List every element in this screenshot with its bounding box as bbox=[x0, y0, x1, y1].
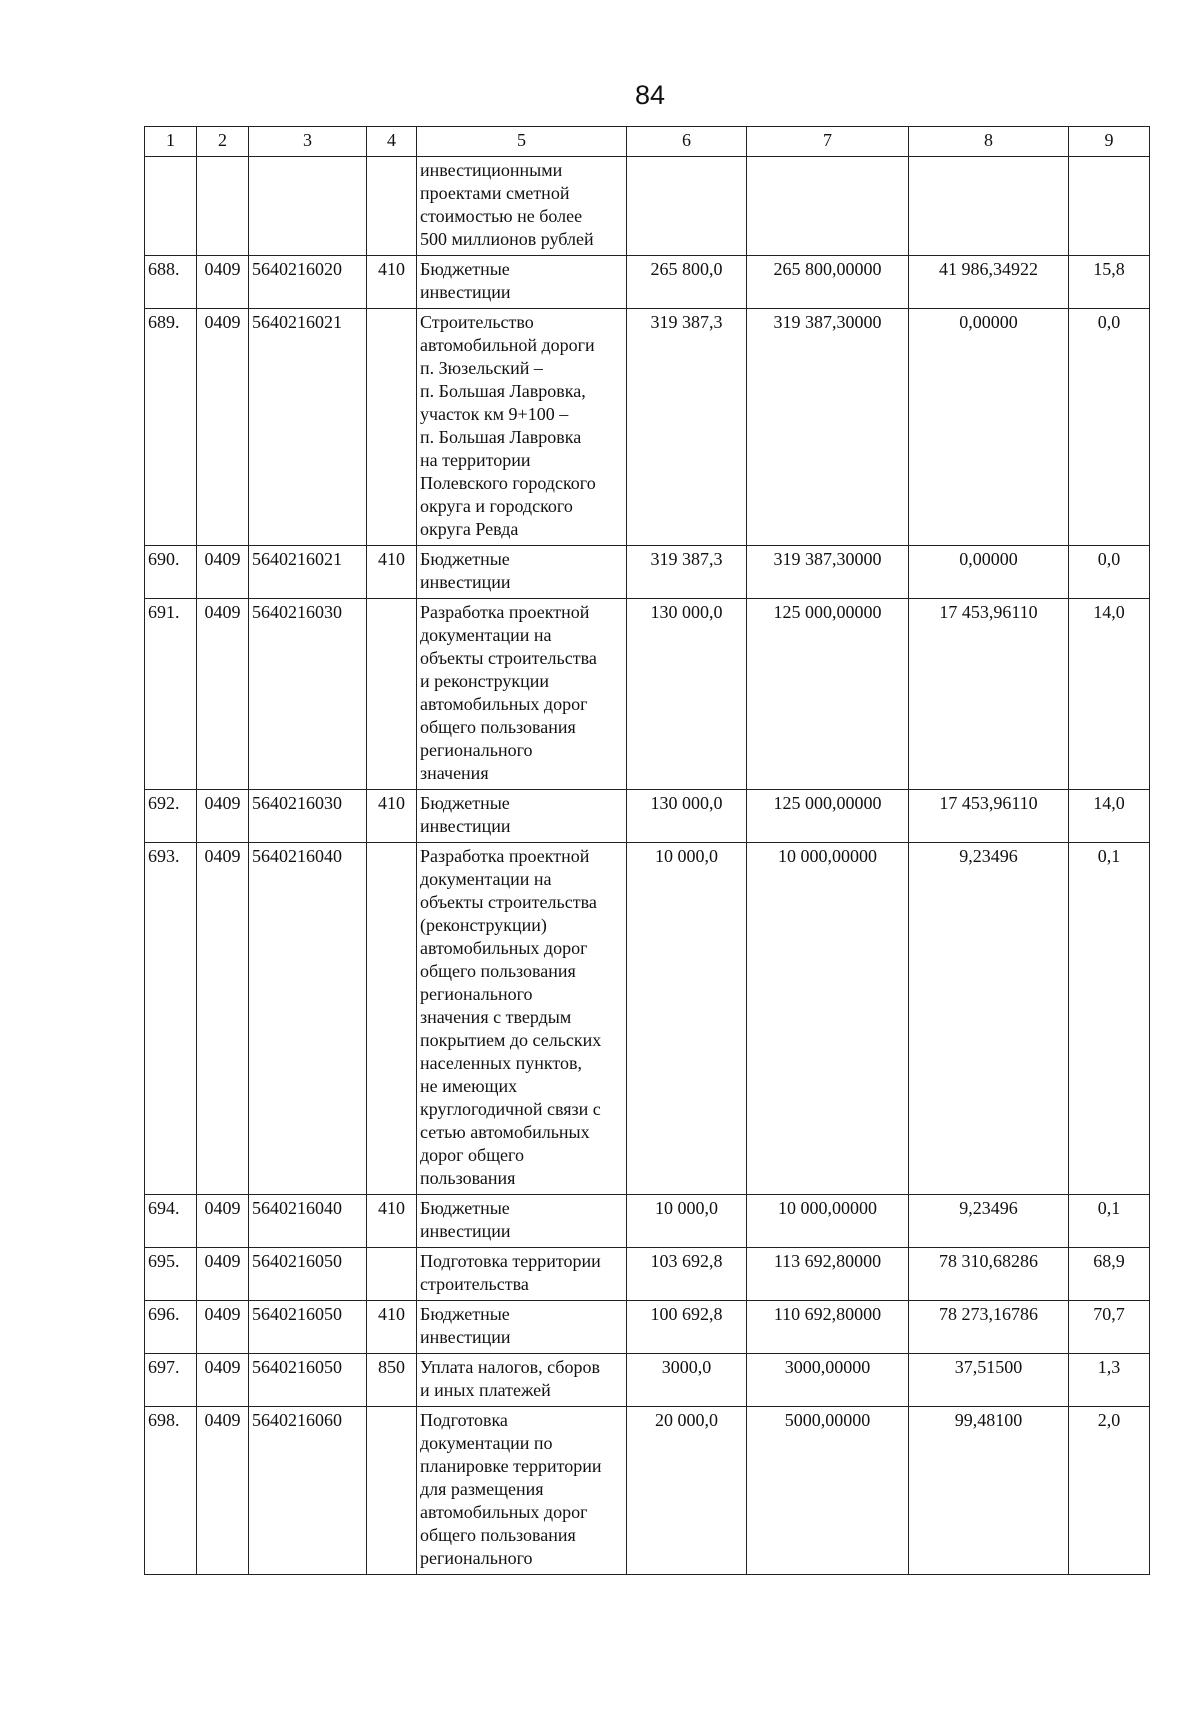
row-number bbox=[145, 157, 197, 256]
item-name-line: автомобильных дорог bbox=[420, 938, 588, 958]
item-name-line: п. Зюзельский – bbox=[420, 358, 543, 378]
specified-amount: 3000,00000 bbox=[747, 1354, 909, 1407]
target-code: 5640216050 bbox=[249, 1354, 367, 1407]
table-row bbox=[145, 1407, 1150, 1575]
executed-amount: 99,48100 bbox=[909, 1407, 1069, 1575]
item-name-line: инвестиции bbox=[420, 1327, 511, 1347]
section-code bbox=[197, 157, 249, 256]
approved-amount: 100 692,8 bbox=[627, 1301, 747, 1354]
expense-type-code: 410 bbox=[367, 1301, 417, 1354]
item-name-line: регионального bbox=[420, 1548, 533, 1568]
item-name-line: значения с твердым bbox=[420, 1007, 572, 1027]
target-code: 5640216040 bbox=[249, 843, 367, 1195]
executed-amount: 41 986,34922 bbox=[909, 256, 1069, 309]
budget-table bbox=[144, 126, 1150, 1575]
execution-percent: 0,1 bbox=[1069, 843, 1150, 1195]
item-name-line: пользования bbox=[420, 1168, 516, 1188]
item-name bbox=[417, 546, 627, 599]
approved-amount: 265 800,0 bbox=[627, 256, 747, 309]
section-code: 0409 bbox=[197, 790, 249, 843]
execution-percent: 68,9 bbox=[1069, 1248, 1150, 1301]
item-name bbox=[417, 1354, 627, 1407]
executed-amount: 0,00000 bbox=[909, 309, 1069, 546]
target-code: 5640216020 bbox=[249, 256, 367, 309]
approved-amount: 3000,0 bbox=[627, 1354, 747, 1407]
approved-amount bbox=[627, 157, 747, 256]
target-code: 5640216050 bbox=[249, 1301, 367, 1354]
row-number: 697. bbox=[145, 1354, 197, 1407]
specified-amount: 125 000,00000 bbox=[747, 599, 909, 790]
target-code: 5640216021 bbox=[249, 309, 367, 546]
item-name-line: п. Большая Лавровка bbox=[420, 427, 582, 447]
item-name-line: Полевского городского bbox=[420, 473, 596, 493]
item-name-line: участок км 9+100 – bbox=[420, 404, 569, 424]
table-row bbox=[145, 546, 1150, 599]
item-name-line: автомобильной дороги bbox=[420, 335, 595, 355]
expense-type-code bbox=[367, 843, 417, 1195]
section-code: 0409 bbox=[197, 546, 249, 599]
section-code: 0409 bbox=[197, 256, 249, 309]
item-name-line: значения bbox=[420, 763, 489, 783]
item-name-line: Бюджетные bbox=[420, 1198, 510, 1218]
executed-amount: 78 273,16786 bbox=[909, 1301, 1069, 1354]
item-name-line: общего пользования bbox=[420, 1525, 576, 1545]
table-row bbox=[145, 1354, 1150, 1407]
header-cell: 1 bbox=[145, 127, 197, 157]
executed-amount: 9,23496 bbox=[909, 1195, 1069, 1248]
item-name bbox=[417, 1407, 627, 1575]
target-code: 5640216030 bbox=[249, 790, 367, 843]
item-name-line: инвестиционными bbox=[420, 160, 563, 180]
item-name bbox=[417, 843, 627, 1195]
item-name-line: инвестиции bbox=[420, 1221, 511, 1241]
item-name-line: объекты строительства bbox=[420, 648, 597, 668]
item-name-line: (реконструкции) bbox=[420, 915, 547, 935]
executed-amount: 0,00000 bbox=[909, 546, 1069, 599]
item-name-line: сетью автомобильных bbox=[420, 1122, 590, 1142]
table-row bbox=[145, 843, 1150, 1195]
execution-percent: 0,0 bbox=[1069, 546, 1150, 599]
header-row bbox=[145, 127, 1150, 157]
item-name-line: Бюджетные bbox=[420, 793, 510, 813]
section-code: 0409 bbox=[197, 1301, 249, 1354]
row-number: 691. bbox=[145, 599, 197, 790]
approved-amount: 10 000,0 bbox=[627, 843, 747, 1195]
table-row bbox=[145, 256, 1150, 309]
item-name bbox=[417, 256, 627, 309]
item-name-line: инвестиции bbox=[420, 282, 511, 302]
specified-amount: 10 000,00000 bbox=[747, 843, 909, 1195]
execution-percent: 70,7 bbox=[1069, 1301, 1150, 1354]
header-cell: 6 bbox=[627, 127, 747, 157]
specified-amount bbox=[747, 157, 909, 256]
item-name bbox=[417, 1195, 627, 1248]
execution-percent: 1,3 bbox=[1069, 1354, 1150, 1407]
item-name-line: инвестиции bbox=[420, 816, 511, 836]
executed-amount bbox=[909, 157, 1069, 256]
target-code: 5640216050 bbox=[249, 1248, 367, 1301]
section-code: 0409 bbox=[197, 1354, 249, 1407]
expense-type-code bbox=[367, 157, 417, 256]
item-name-line: для размещения bbox=[420, 1479, 544, 1499]
row-number: 689. bbox=[145, 309, 197, 546]
item-name-line: Уплата налогов, сборов bbox=[420, 1357, 600, 1377]
specified-amount: 5000,00000 bbox=[747, 1407, 909, 1575]
item-name-line: инвестиции bbox=[420, 572, 511, 592]
item-name-line: регионального bbox=[420, 984, 533, 1004]
header-cell: 7 bbox=[747, 127, 909, 157]
approved-amount: 130 000,0 bbox=[627, 599, 747, 790]
item-name-line: объекты строительства bbox=[420, 892, 597, 912]
continuation-row bbox=[145, 157, 1150, 256]
section-code: 0409 bbox=[197, 843, 249, 1195]
execution-percent bbox=[1069, 157, 1150, 256]
item-name-line: общего пользования bbox=[420, 717, 576, 737]
item-name-line: документации на bbox=[420, 625, 552, 645]
item-name-line: не имеющих bbox=[420, 1076, 518, 1096]
row-number: 698. bbox=[145, 1407, 197, 1575]
item-name-line: покрытием до сельских bbox=[420, 1030, 602, 1050]
section-code: 0409 bbox=[197, 1407, 249, 1575]
expense-type-code: 410 bbox=[367, 256, 417, 309]
item-name bbox=[417, 157, 627, 256]
item-name-line: общего пользования bbox=[420, 961, 576, 981]
executed-amount: 17 453,96110 bbox=[909, 790, 1069, 843]
item-name-line: Разработка проектной bbox=[420, 602, 590, 622]
item-name-line: стоимостью не более bbox=[420, 206, 583, 226]
page-number: 84 bbox=[634, 80, 666, 110]
table-row bbox=[145, 309, 1150, 546]
item-name-line: проектами сметной bbox=[420, 183, 570, 203]
header-cell: 5 bbox=[417, 127, 627, 157]
target-code: 5640216030 bbox=[249, 599, 367, 790]
item-name-line: 500 миллионов рублей bbox=[420, 229, 594, 249]
table-row bbox=[145, 1301, 1150, 1354]
approved-amount: 319 387,3 bbox=[627, 309, 747, 546]
item-name-line: Строительство bbox=[420, 312, 534, 332]
approved-amount: 20 000,0 bbox=[627, 1407, 747, 1575]
item-name-line: дорог общего bbox=[420, 1145, 524, 1165]
target-code: 5640216060 bbox=[249, 1407, 367, 1575]
row-number: 695. bbox=[145, 1248, 197, 1301]
item-name bbox=[417, 1248, 627, 1301]
expense-type-code: 410 bbox=[367, 546, 417, 599]
section-code: 0409 bbox=[197, 309, 249, 546]
item-name bbox=[417, 1301, 627, 1354]
table-row bbox=[145, 1248, 1150, 1301]
item-name-line: Разработка проектной bbox=[420, 846, 590, 866]
section-code: 0409 bbox=[197, 599, 249, 790]
row-number: 688. bbox=[145, 256, 197, 309]
approved-amount: 130 000,0 bbox=[627, 790, 747, 843]
item-name-line: документации по bbox=[420, 1433, 553, 1453]
item-name-line: Бюджетные bbox=[420, 549, 510, 569]
item-name-line: планировке территории bbox=[420, 1456, 602, 1476]
row-number: 692. bbox=[145, 790, 197, 843]
item-name-line: Бюджетные bbox=[420, 259, 510, 279]
item-name-line: на территории bbox=[420, 450, 531, 470]
target-code: 5640216021 bbox=[249, 546, 367, 599]
item-name-line: Подготовка bbox=[420, 1410, 508, 1430]
item-name-line: округа Ревда bbox=[420, 519, 519, 539]
target-code: 5640216040 bbox=[249, 1195, 367, 1248]
item-name-line: круглогодичной связи с bbox=[420, 1099, 601, 1119]
item-name-line: населенных пунктов, bbox=[420, 1053, 583, 1073]
specified-amount: 265 800,00000 bbox=[747, 256, 909, 309]
item-name bbox=[417, 790, 627, 843]
item-name-line: и иных платежей bbox=[420, 1380, 551, 1400]
approved-amount: 10 000,0 bbox=[627, 1195, 747, 1248]
item-name-line: Подготовка территории bbox=[420, 1251, 601, 1271]
item-name bbox=[417, 309, 627, 546]
item-name-line: документации на bbox=[420, 869, 552, 889]
expense-type-code: 410 bbox=[367, 1195, 417, 1248]
specified-amount: 125 000,00000 bbox=[747, 790, 909, 843]
executed-amount: 17 453,96110 bbox=[909, 599, 1069, 790]
table-body bbox=[145, 157, 1150, 1575]
expense-type-code bbox=[367, 599, 417, 790]
item-name-line: и реконструкции bbox=[420, 671, 550, 691]
table-row bbox=[145, 1195, 1150, 1248]
expense-type-code bbox=[367, 1248, 417, 1301]
table-row bbox=[145, 790, 1150, 843]
specified-amount: 110 692,80000 bbox=[747, 1301, 909, 1354]
expense-type-code bbox=[367, 1407, 417, 1575]
item-name-line: Бюджетные bbox=[420, 1304, 510, 1324]
row-number: 694. bbox=[145, 1195, 197, 1248]
section-code: 0409 bbox=[197, 1248, 249, 1301]
executed-amount: 78 310,68286 bbox=[909, 1248, 1069, 1301]
specified-amount: 319 387,30000 bbox=[747, 309, 909, 546]
row-number: 693. bbox=[145, 843, 197, 1195]
header-cell: 9 bbox=[1069, 127, 1150, 157]
executed-amount: 9,23496 bbox=[909, 843, 1069, 1195]
item-name bbox=[417, 599, 627, 790]
item-name-line: автомобильных дорог bbox=[420, 694, 588, 714]
specified-amount: 319 387,30000 bbox=[747, 546, 909, 599]
item-name-line: автомобильных дорог bbox=[420, 1502, 588, 1522]
execution-percent: 14,0 bbox=[1069, 599, 1150, 790]
row-number: 690. bbox=[145, 546, 197, 599]
specified-amount: 113 692,80000 bbox=[747, 1248, 909, 1301]
expense-type-code: 410 bbox=[367, 790, 417, 843]
execution-percent: 2,0 bbox=[1069, 1407, 1150, 1575]
expense-type-code: 850 bbox=[367, 1354, 417, 1407]
approved-amount: 103 692,8 bbox=[627, 1248, 747, 1301]
execution-percent: 14,0 bbox=[1069, 790, 1150, 843]
approved-amount: 319 387,3 bbox=[627, 546, 747, 599]
item-name-line: округа и городского bbox=[420, 496, 573, 516]
item-name-line: п. Большая Лавровка, bbox=[420, 381, 586, 401]
section-code: 0409 bbox=[197, 1195, 249, 1248]
execution-percent: 0,0 bbox=[1069, 309, 1150, 546]
item-name-line: строительства bbox=[420, 1274, 529, 1294]
header-cell: 4 bbox=[367, 127, 417, 157]
item-name-line: регионального bbox=[420, 740, 533, 760]
header-cell: 2 bbox=[197, 127, 249, 157]
execution-percent: 0,1 bbox=[1069, 1195, 1150, 1248]
header-cell: 8 bbox=[909, 127, 1069, 157]
table-row bbox=[145, 599, 1150, 790]
row-number: 696. bbox=[145, 1301, 197, 1354]
header-cell: 3 bbox=[249, 127, 367, 157]
target-code bbox=[249, 157, 367, 256]
expense-type-code bbox=[367, 309, 417, 546]
execution-percent: 15,8 bbox=[1069, 256, 1150, 309]
specified-amount: 10 000,00000 bbox=[747, 1195, 909, 1248]
executed-amount: 37,51500 bbox=[909, 1354, 1069, 1407]
